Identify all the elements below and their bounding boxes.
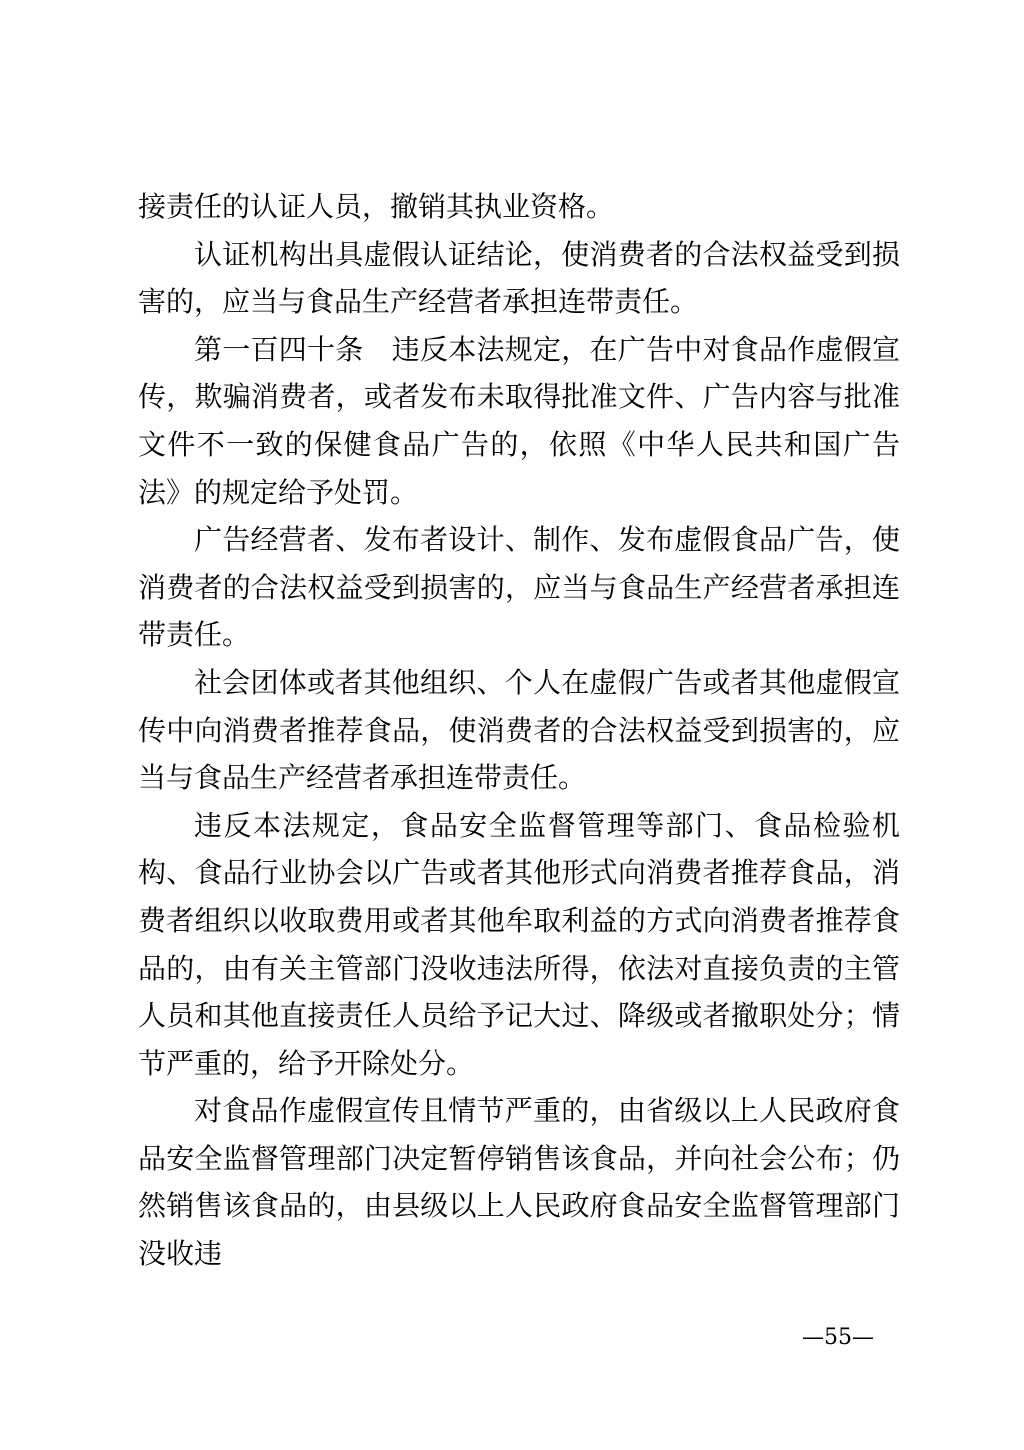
page-number: —55— (802, 1325, 874, 1350)
document-body (138, 183, 900, 1278)
paragraph-certification-liability: 认证机构出具虚假认证结论，使消费者的合法权益受到损害的，应当与食品生产经营者承担连带责任。 (138, 237, 900, 319)
paragraph-department-recommendation: 违反本法规定，食品安全监督管理等部门、食品检验机构、食品行业协会以广告或者其他形式向消费者推荐食品，消费者组织以收取费用或者其他牟取利益的方式向消费者推荐食品的，由有关主管部门没收违法所得，依法对直接负责的主管人员和其他直接责任人员给予记大过、降级或者撤职处分；情节严重的，给予开除处分。 (138, 808, 900, 1080)
paragraph-continuation: 接责任的认证人员，撤销其执业资格。 (138, 190, 615, 223)
paragraph-article-140: 第一百四十条 违反本法规定，在广告中对食品作虚假宣传，欺骗消费者，或者发布未取得批准文件、广告内容与批准文件不一致的保健食品广告的，依照《中华人民共和国广告法》的规定给予处罚。 (138, 332, 900, 509)
paragraph-organization-recommendation: 社会团体或者其他组织、个人在虚假广告或者其他虚假宣传中向消费者推荐食品，使消费者的合法权益受到损害的，应当与食品生产经营者承担连带责任。 (138, 665, 900, 795)
paragraph-advertiser-liability: 广告经营者、发布者设计、制作、发布虚假食品广告，使消费者的合法权益受到损害的，应当与食品生产经营者承担连带责任。 (138, 523, 900, 652)
paragraph-false-promotion-penalty: 对食品作虚假宣传且情节严重的，由省级以上人民政府食品安全监督管理部门决定暂停销售该食品，并向社会公布；仍然销售该食品的，由县级以上人民政府食品安全监督管理部门没收违 (138, 1094, 900, 1271)
